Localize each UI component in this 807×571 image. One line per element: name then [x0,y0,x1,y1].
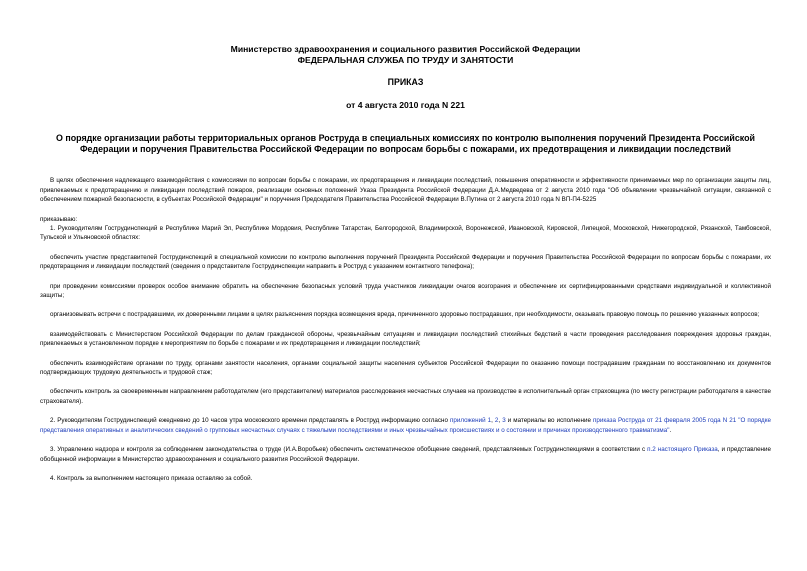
sub-item-paragraph: обеспечить взаимодействие органами по труду, органами занятости населения, органами социальной защиты населения субъектов Российской Федерации по оказанию помощи пострадавшим гражданам по восстановлению их документов подтверждающих трудовую деятельность и трудовой стаж; [40,359,771,377]
document-date-number: от 4 августа 2010 года N 221 [346,99,465,110]
item-2-paragraph [40,416,771,435]
appendix-2-link[interactable]: 2 [494,417,499,425]
separator-text: , [498,417,503,425]
sub-item-paragraph: организовывать встречи с пострадавшими, их доверенными лицами в целях разъяснения порядка возмещения вреда, причиненного здоровью пострадавших, при необходимости, оказывать правовую помощь по решению указанных вопросов; [50,311,760,319]
clause-2-link[interactable]: п.2 настоящего Приказа [647,446,718,454]
document-title: О порядке организации работы территориальных органов Роструда в специальных комиссиях по контролю выполнения поручений Президента Российской Федерации и поручения Правительства Российской Федерации по вопросам борьбы с пожарами, их предотвращения и ликвидации последствий [56,133,755,155]
document-type: ПРИКАЗ [387,77,424,88]
sub-item-paragraph: обеспечить участие представителей Гострудинспекций в специальной комиссии по контролю выполнения поручений Президента Российской Федерации и поручения Правительства Российской Федерации по вопросам борьбы с пожарами, их предотвращения и ликвидации последствий (сведения о представителе Гострудинспекции направить в Роструд с указанием контактного телефона); [40,253,771,271]
appendix-3-link[interactable]: 3 [502,417,506,425]
item-3-text: , и представление обобщенной информации в Министерство здравоохранения и социального развития Российской Федерации. [40,446,771,463]
item-4-paragraph: 4. Контроль за выполнением настоящего приказа оставляю за собой. [50,474,253,482]
preamble-paragraph: В целях обеспечения надлежащего взаимодействия с комиссиями по вопросам борьбы с пожарами, их предотвращения и ликвидации последствий, повышения оперативности и эффективности принимаемых мер по организации защиты лиц, привлекаемых к предотвращению и ликвидации последствий пожаров, реализации основных положений Указа Президента Российской Федерации Д.А.Медведева от 2 августа 2010 года "Об объявлении чрезвычайной ситуации, связанной с обеспечением пожарной безопасности, в субъектах Российской Федерации" и поручения Председателя Правительства Российской Федерации В.Путина от 2 августа 2010 года N ВП-П4-5225 [40,177,771,204]
sub-item-paragraph: взаимодействовать с Министерством Российской Федерации по делам гражданской обороны, чрезвычайным ситуациям и ликвидации последствий стихийных бедствий в части проведения расследования повреждения здоровья граждан, привлекаемых в установленном порядке к мероприятиям по борьбе с пожарами и их предотвращения и ликвидации последствий; [40,330,771,348]
item-2-text: . [669,426,672,434]
separator-text: , [491,417,495,425]
ministry-name: Министерство здравоохранения и социального развития Российской Федерации [230,44,581,54]
prikazyvayu-line: приказываю: [40,215,78,223]
document-body [40,176,771,483]
item-1-paragraph: 1. Руководителям Гострудинспекций в Республике Марий Эл, Республике Мордовия, Республике Татарстан, Белгородской, Владимирской, Воронежской, Ивановской, Кировской, Липецкой, Московской, Нижегородской, Рязанской, Тамбовской, Тульской и Ульяновской областях: [40,225,771,242]
item-2-text: 2. Руководителям Гострудинспекций ежедневно до 10 часов утра московского времени представлять в Роструд информацию согласно [50,417,451,425]
appendix-1-link[interactable]: приложений 1 [450,417,492,425]
item-2-text: и материалы во исполнение [505,417,593,425]
sub-item-paragraph: обеспечить контроль за своевременным направлением работодателем (его представителем) материалов расследования несчастных случаев на производстве в исполнительный орган страховщика (по месту регистрации работодателя в качестве страхователя). [40,388,771,405]
item-3-text: 3. Управлению надзора и контроля за соблюдением законодательства о труде (И.А.Воробьев) обеспечить систематическое обобщение сведений, представляемых Гострудинспекциями в соответствии с [50,446,648,454]
service-name: ФЕДЕРАЛЬНАЯ СЛУЖБА ПО ТРУДУ И ЗАНЯТОСТИ [297,54,514,65]
item-3-paragraph [40,445,771,464]
order-21-link[interactable]: приказа Роструда от 21 февраля 2005 года N 21 "О порядке представления оперативных и аналитических сведений о групповых несчастных случаях с тяжелыми последствиями и иных чрезвычайных происшествиях и о состоянии и причинах производственного травматизма" [40,417,771,434]
sub-item-paragraph: при проведении комиссиями проверок особое внимание обратить на обеспечение безопасных условий труда участников ликвидации очагов возгорания и обеспечение их сертифицированными средствами индивидуальной и коллективной защиты; [40,282,771,300]
